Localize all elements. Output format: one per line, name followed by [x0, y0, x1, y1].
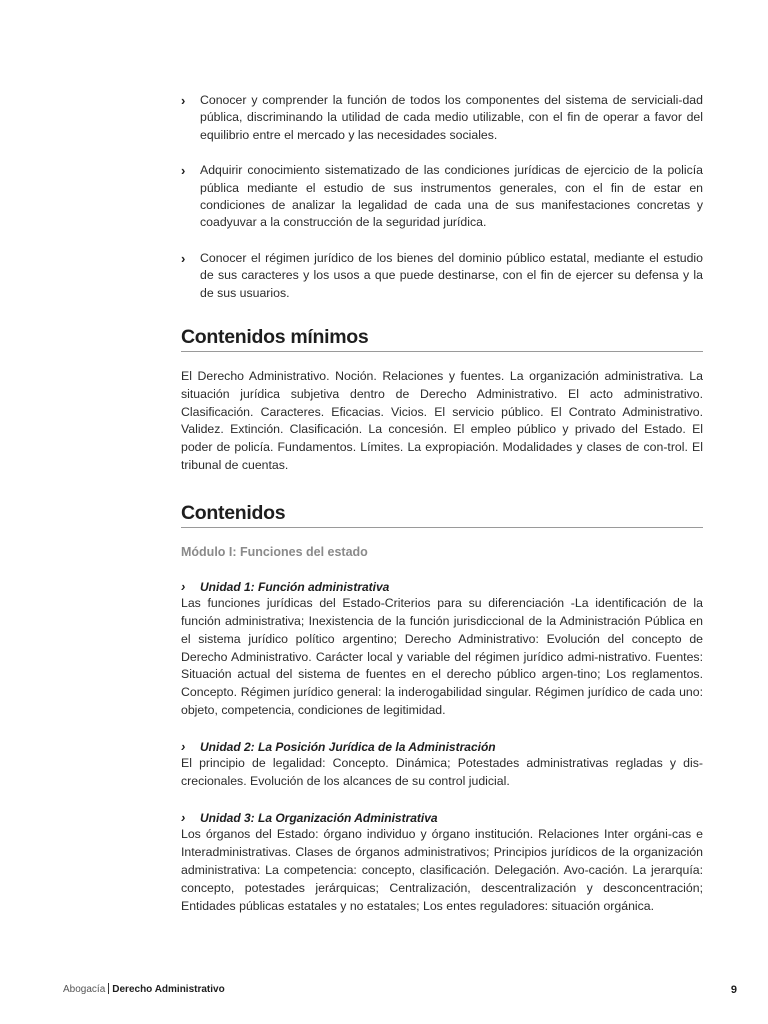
objective-text: Adquirir conocimiento sistematizado de las condiciones jurídicas de ejercicio de la policía pública mediante el estudio de sus instrumentos generales, con el fin de estar en condiciones de analizar la legalidad de cada una de sus manifestaciones concretas y coadyuvar a la construcción de la seguridad jurídica.: [200, 163, 703, 230]
objective-text: Conocer el régimen jurídico de los bienes del dominio público estatal, mediante el estudio de sus caracteres y los usos a que puede destinarse, con el fin de ejercer su defensa y la de sus usuarios.: [200, 250, 703, 300]
unit-title: Unidad 1: Función administrativa: [200, 579, 390, 594]
page-content: [181, 92, 703, 916]
bullet-arrow-icon: ›: [181, 163, 186, 179]
footer-course: Derecho Administrativo: [112, 984, 225, 995]
contenidos-heading: Contenidos: [181, 500, 703, 528]
bullet-arrow-icon: ›: [181, 578, 186, 594]
minimos-paragraph: El Derecho Administrativo. Noción. Relaciones y fuentes. La organización administrativa. La situación jurídica subjetiva dentro de Derecho Administrativo. El acto administrativo. Clasificación. Caracteres. Eficacias. Vicios. El servicio público. El Contrato Administrativo. Validez. Extinción. Clasificación. La concesión. El empleo público y privado del Estado. El poder de policía. Fundamentos. Límites. La expropiación. Modalidades y clases de con-trol. El tribunal de cuentas.: [181, 369, 703, 473]
unit-heading: [181, 739, 703, 755]
unit-text: Los órganos del Estado: órgano individuo y órgano institución. Relaciones Inter orgáni-cas e Interadministrativas. Clases de órganos administrativos; Principios jurídicos de la organización administrativa: La competencia: concepto, clasificación. Delegación. Avo-cación. La jerarquía: concepto, potestades jerárquicas; Centralización, descentralización y desconcentración; Entidades públicas estatales y no estatales; Los entes reguladores: situación orgánica.: [181, 827, 703, 913]
page-footer: [63, 983, 737, 997]
footer-divider: [108, 983, 109, 994]
bullet-arrow-icon: ›: [181, 810, 186, 825]
unit-title: Unidad 2: La Posición Jurídica de la Administración: [200, 740, 496, 755]
objective-item: [181, 92, 703, 144]
unit-text: Las funciones jurídicas del Estado-Criterios para su diferenciación -La identificación de la función administrativa; Inexistencia de la función jurisdiccional de la Administración Pública en el sistema jurídico político argentino; Derecho Administrativo: Evolución del concepto de Derecho Administrativo. Carácter local y variable del régimen jurídico admi-nistrativo. Fuentes: Situación actual del sistema de fuentes en el derecho público argen-tino; Los reglamentos. Concepto. Régimen jurídico general: la inderogabilidad singular. Régimen jurídico de cada uno: objeto, competencia, condiciones de legitimidad.: [181, 595, 703, 718]
footer-career: Abogacía: [63, 984, 106, 995]
page-number: 9: [730, 984, 737, 996]
unit-heading: [181, 579, 703, 595]
objective-item: [181, 250, 703, 302]
bullet-arrow-icon: ›: [181, 739, 186, 755]
minimos-heading: Contenidos mínimos: [181, 324, 703, 352]
bullet-arrow-icon: ›: [181, 93, 186, 108]
module-title: Módulo I: Funciones del estado: [181, 544, 368, 559]
unit-heading: [181, 810, 703, 826]
unit-title: Unidad 3: La Organización Administrativa: [200, 811, 438, 825]
objective-item: [181, 162, 703, 232]
bullet-arrow-icon: ›: [181, 250, 186, 266]
unit-text: El principio de legalidad: Concepto. Dinámica; Potestades administrativas regladas y dis-crecionales. Evolución de los alcances de su control judicial.: [181, 756, 703, 789]
objectives-list: [181, 92, 703, 302]
objective-text: Conocer y comprender la función de todos los componentes del sistema de serviciali-dad pública, discriminando la utilidad de cada medio utilizable, con el fin de operar a favor del equilibrio entre el mercado y las necesidades sociales.: [200, 93, 703, 142]
